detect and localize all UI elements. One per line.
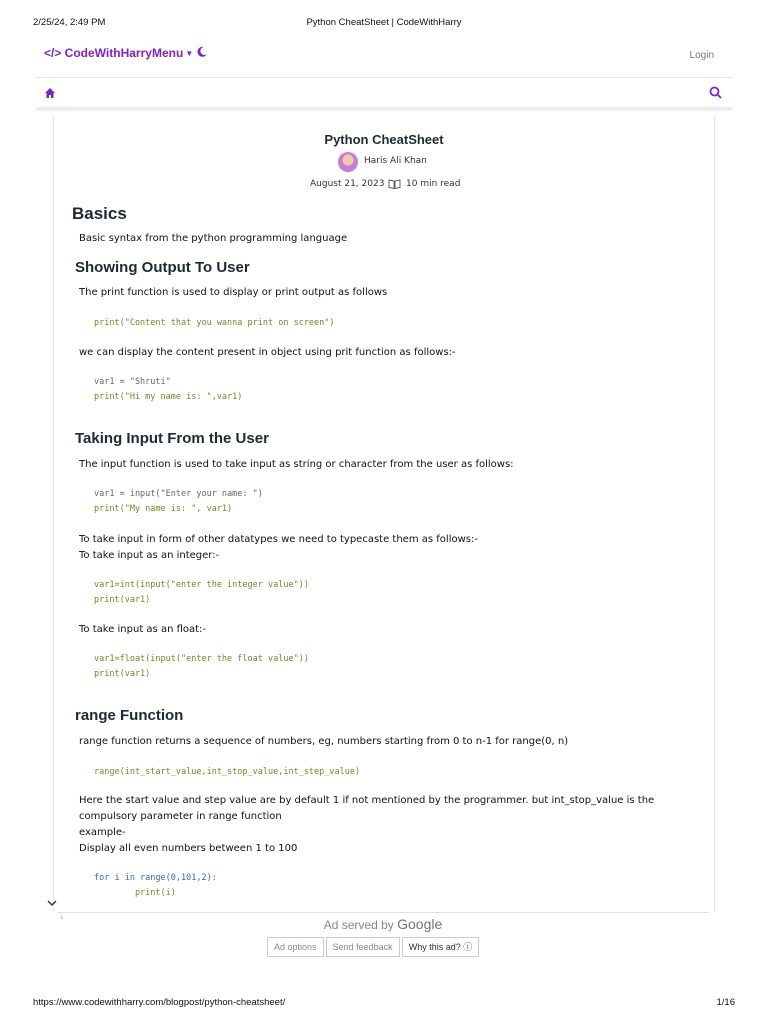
top-navbar (36, 42, 732, 68)
brand-logo[interactable]: </> CodeWithHarry (44, 46, 152, 60)
publish-date: August 21, 2023 (310, 179, 385, 189)
code-line: var1=float(input("enter the float value")) (94, 654, 309, 664)
google-logo: Google (397, 916, 443, 932)
ad-served-label: Ad served by (323, 918, 394, 932)
menu-button[interactable] (152, 46, 193, 60)
print-page-number: 1/16 (716, 997, 735, 1008)
ad-bar (57, 912, 709, 988)
code-line: print(var1) (94, 595, 151, 605)
code-line: var1 = input("Enter your name: ") (94, 489, 263, 499)
paragraph: Display all even numbers between 1 to 100 (79, 843, 298, 854)
print-page-title: Python CheatSheet | CodeWithHarry (306, 17, 462, 28)
code-block (94, 652, 674, 682)
code-block (94, 316, 674, 331)
paragraph: Basic syntax from the python programming language (79, 233, 348, 244)
menu-label: Menu (152, 46, 184, 60)
print-header (0, 17, 768, 29)
code-block (94, 578, 674, 608)
book-icon (388, 179, 401, 189)
paragraph: Here the start value and step value are by default 1 if not mentioned by the programmer. but int_stop_value is the (79, 795, 655, 806)
article-card (53, 117, 715, 912)
moon-icon[interactable] (196, 46, 208, 58)
print-url: https://www.codewithharry.com/blogpost/python-cheatsheet/ (33, 997, 286, 1008)
paragraph: example- (79, 827, 126, 838)
heading-basics: Basics (72, 204, 127, 223)
paragraph: The input function is used to take input as string or character from the user as follows: (79, 459, 514, 470)
code-line: for i in range(0,101,2): (94, 873, 217, 883)
paragraph: To take input as an integer:- (79, 550, 220, 561)
ad-options-button[interactable]: Ad options (267, 937, 324, 957)
article-title: Python CheatSheet (324, 132, 444, 147)
code-line: print("Content that you wanna print on screen") (94, 318, 335, 328)
paragraph: To take input as an float:- (79, 624, 207, 635)
code-line: range(int_start_value,int_stop_value,int_step_value) (94, 767, 361, 777)
heading-output: Showing Output To User (75, 259, 250, 276)
paragraph: To take input in form of other datatypes we need to typecaste them as follows:- (79, 534, 478, 545)
caret-down-icon: ▼ (185, 49, 194, 58)
paragraph: The print function is used to display or print output as follows (79, 287, 388, 298)
divider (36, 77, 732, 78)
paragraph: range function returns a sequence of numbers, eg, numbers starting from 0 to n-1 for range(0, n) (79, 736, 569, 747)
code-line: print("My name is: ", var1) (94, 504, 233, 514)
print-footer (0, 997, 768, 1009)
heading-input: Taking Input From the User (75, 430, 269, 447)
code-block (94, 871, 674, 901)
code-line: var1=int(input("enter the integer value")) (94, 580, 309, 590)
back-arrow-icon[interactable]: ‹ (60, 913, 64, 923)
chevron-down-icon[interactable] (46, 898, 58, 908)
why-this-ad-button[interactable]: Why this ad? ⓘ (402, 937, 480, 957)
code-line: print(i) (94, 888, 176, 898)
code-line: print(var1) (94, 669, 151, 679)
code-line: var1 = "Shruti" (94, 377, 171, 387)
read-time: 10 min read (406, 179, 461, 189)
author-name: Haris Ali Khan (364, 156, 427, 166)
ad-buttons (267, 935, 476, 955)
sub-navbar (36, 79, 732, 107)
code-block (94, 765, 674, 780)
send-feedback-button[interactable]: Send feedback (326, 937, 400, 957)
print-datetime: 2/25/24, 2:49 PM (33, 17, 106, 28)
search-icon[interactable] (709, 86, 722, 99)
code-block (94, 487, 674, 517)
code-line: print("Hi my name is: ",var1) (94, 392, 243, 402)
paragraph: compulsory parameter in range function (79, 811, 282, 822)
heading-range: range Function (75, 707, 184, 724)
avatar (338, 152, 358, 172)
paragraph: we can display the content present in object using prit function as follows:- (79, 347, 456, 358)
home-icon[interactable] (44, 87, 56, 99)
divider (36, 107, 732, 109)
ad-served-by (57, 916, 709, 932)
code-block (94, 375, 674, 405)
login-link[interactable]: Login (689, 50, 714, 61)
